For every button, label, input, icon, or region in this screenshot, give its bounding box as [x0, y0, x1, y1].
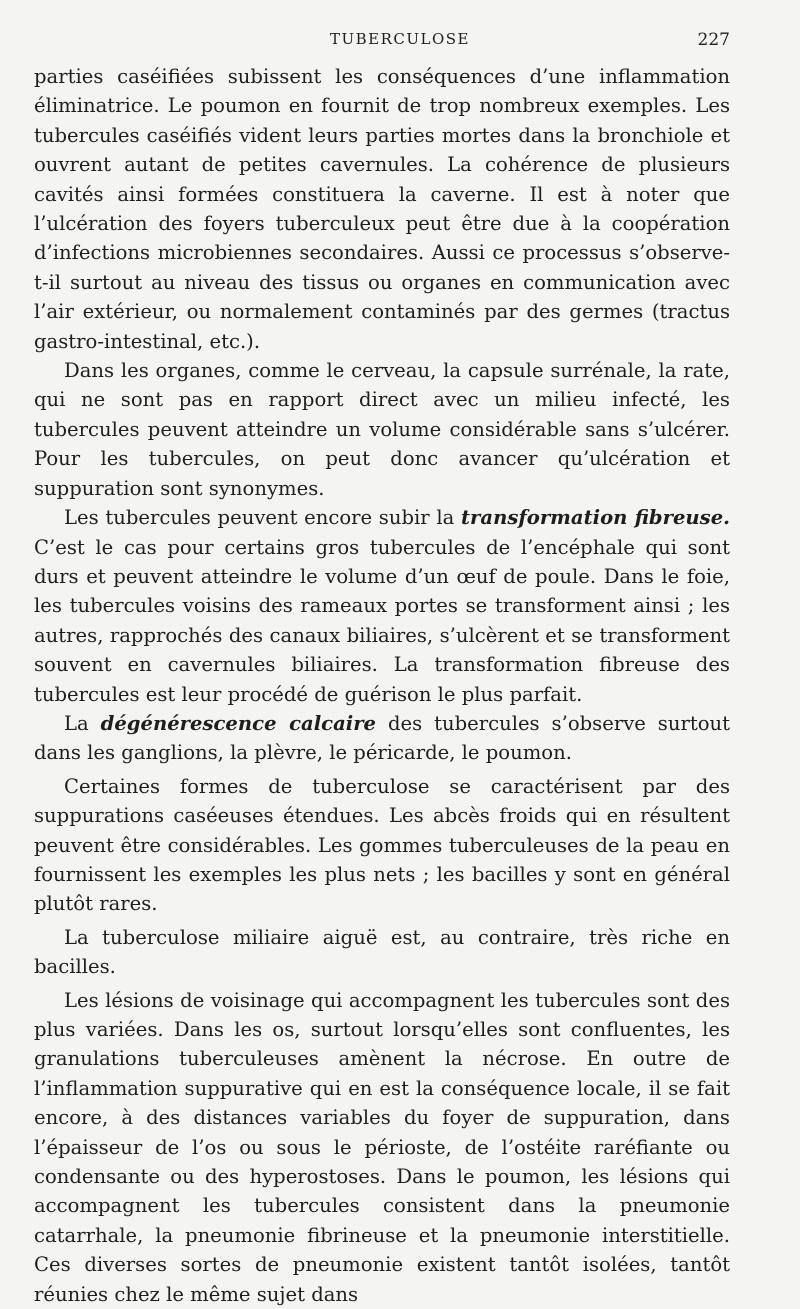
- paragraph: [34, 503, 730, 709]
- paragraph: Les lésions de voisinage qui accompagnent les tubercules sont des plus variées. Dans les os, surtout lorsqu’elles sont confluentes, les granulations tuberculeuses amènent la nécrose. En outre de l’inflammation suppurative qui en est la conséquence locale, il se fait encore, à des distances variables du foyer de suppuration, dans l’épaisseur de l’os ou sous le périoste, de l’ostéite raréfiante ou condensante ou des hyperostoses. Dans le poumon, les lésions qui accompagnent les tubercules consistent dans la pneumonie catarrhale, la pneumonie fibrineuse et la pneumonie interstitielle. Ces diverses sortes de pneumonie existent tantôt isolées, tantôt réunies chez le même sujet dans: [34, 988, 730, 1306]
- paragraph: parties caséifiées subissent les conséquences d’une inflammation éliminatrice. Le poumon en fournit de trop nombreux exemples. Les tubercules caséifiés vident leurs parties mortes dans la bronchiole et ouvrent autant de petites cavernules. La cohérence de plusieurs cavités ainsi formées constituera la caverne. Il est à noter que l’ulcération des foyers tuberculeux peut être due à la coopération d’infections microbiennes secondaires. Aussi ce processus s’observe-t-il surtout au niveau des tissus ou organes en communication avec l’air extérieur, ou normalement contaminés par des germes (tractus gastro-intestinal, etc.).: [34, 65, 730, 353]
- running-title: TUBERCULOSE: [329, 30, 470, 48]
- running-head: [0, 30, 800, 54]
- paragraph-text: Les tubercules peuvent encore subir la: [64, 506, 461, 530]
- body-text: [34, 62, 730, 1309]
- emphasis-term: dégénérescence calcaire: [100, 711, 377, 735]
- paragraph: Certaines formes de tuberculose se caractérisent par des suppurations caséeuses étendues. Les abcès froids qui en résultent peuvent être considérables. Les gommes tuberculeuses de la peau en fournissent les exemples les plus nets ; les bacilles y sont en général plutôt rares.: [34, 774, 730, 916]
- emphasis-term: transformation fibreuse.: [461, 506, 730, 530]
- paragraph-text: des tubercules s’observe surtout dans les ganglions, la plèvre, le péricarde, le poumon.: [34, 711, 731, 765]
- paragraph-text: La: [64, 711, 101, 735]
- page-number: 227: [697, 30, 730, 50]
- paragraph-text: C’est le cas pour certains gros tubercules de l’encéphale qui sont durs et peuvent atteindre le volume d’un œuf de poule. Dans le foie, les tubercules voisins des rameaux portes se transforment ainsi ; les autres, rapprochés des canaux biliaires, s’ulcèrent et se transforment souvent en cavernules biliaires. La transformation fibreuse des tubercules est leur procédé de guérison le plus parfait.: [34, 535, 730, 706]
- paragraph: La tuberculose miliaire aiguë est, au contraire, très riche en bacilles.: [34, 925, 730, 979]
- paragraph: Dans les organes, comme le cerveau, la capsule surrénale, la rate, qui ne sont pas en rapport direct avec un milieu infecté, les tubercules peuvent atteindre un volume considérable sans s’ulcérer. Pour les tubercules, on peut donc avancer qu’ulcération et suppuration sont synonymes.: [34, 359, 730, 500]
- paragraph: [34, 709, 730, 768]
